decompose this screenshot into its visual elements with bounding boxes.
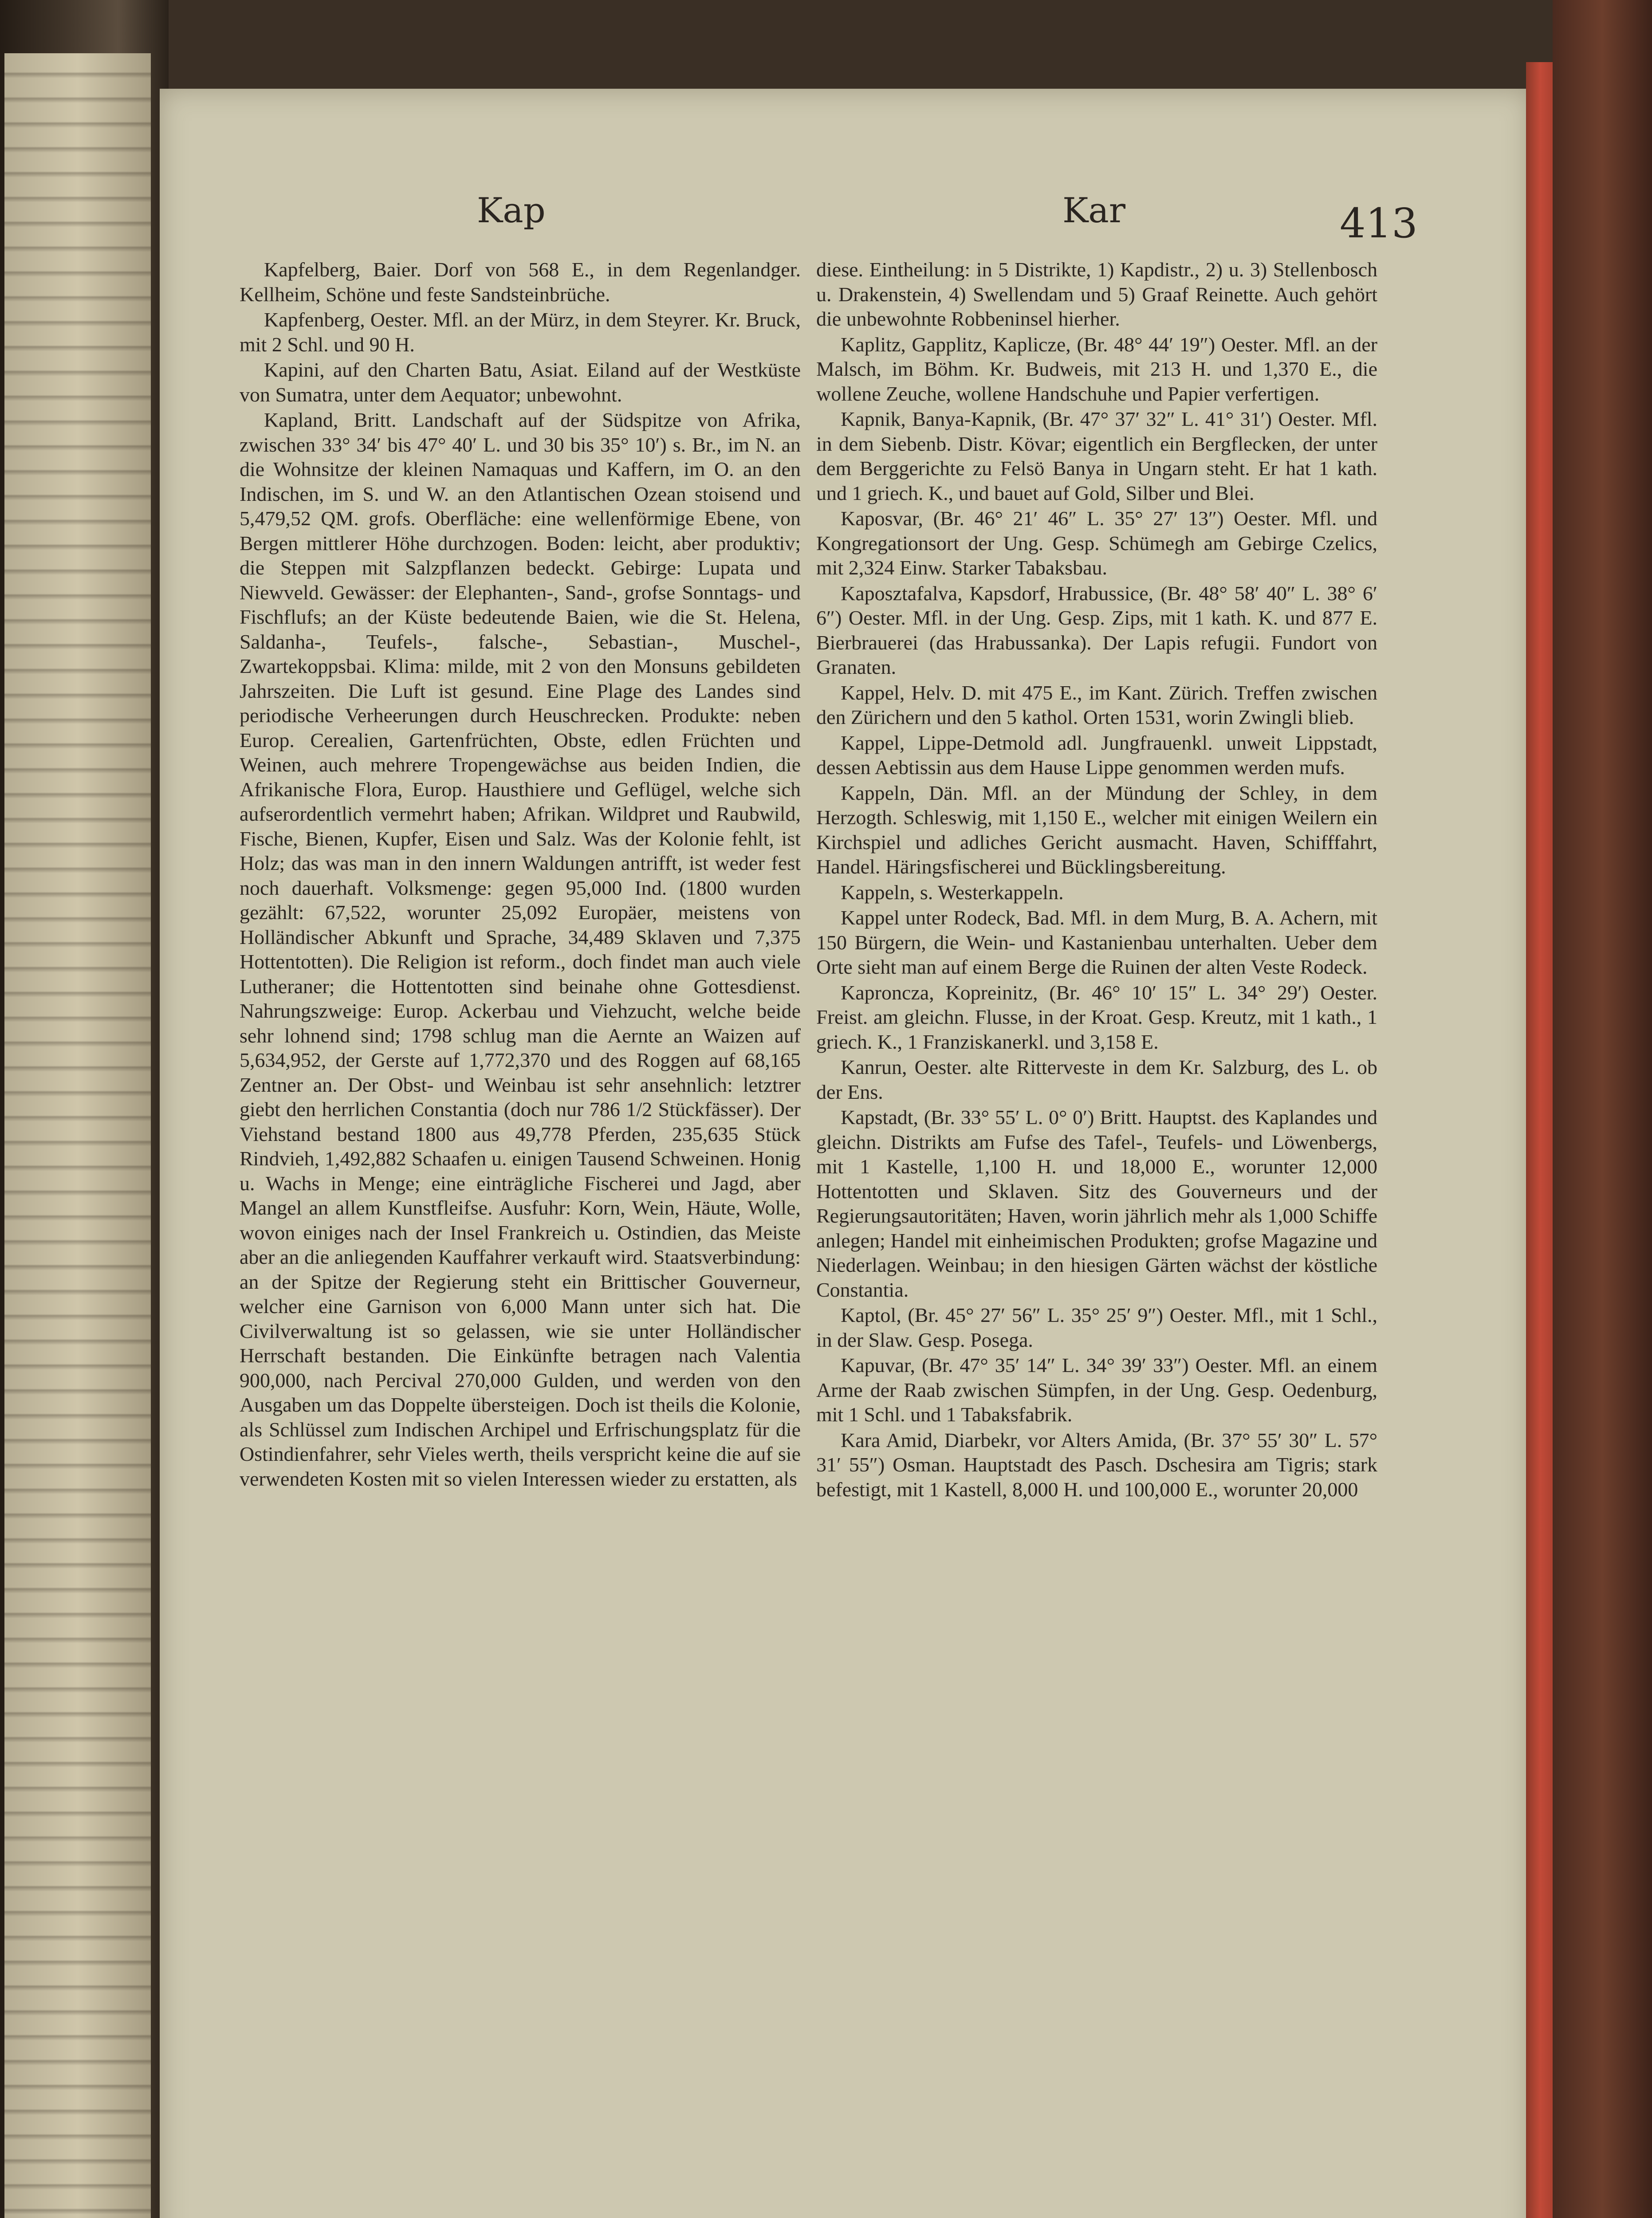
entry-paragraph: Kappel, Helv. D. mit 475 E., im Kant. Zürich. Treffen zwischen den Zürichern und den 5 kathol. Orten 1531, worin Zwingli blieb. — [816, 681, 1377, 728]
previous-page-edge — [4, 53, 151, 2218]
entry-paragraph: Kappel, Lippe-Detmold adl. Jungfrauenkl. unweit Lippstadt, dessen Aebtissin aus dem Hause Lippe genommen werden mufs. — [816, 731, 1377, 779]
entry-paragraph: Kapstadt, (Br. 33° 55′ L. 0° 0′) Britt. Hauptst. des Kaplandes und gleichn. Distrikts am Fufse des Tafel-, Teufels- und Löwenbergs, mit 1 Kastelle, 1,100 H. und 18,000 E., worunter 12,000 Hottentotten und Sklaven. Sitz des Gouverneurs und der Regierungsautoritäten; Haven, worin jährlich mehr als 1,000 Schiffe anlegen; Handel mit einheimischen Produkten; grofse Magazine und Niederlagen. Weinbau; in den hiesigen Gärten wächst der köstliche Constantia. — [816, 1106, 1377, 1301]
entry-paragraph: Kapronczа, Kopreinitz, (Br. 46° 10′ 15″ L. 34° 29′) Oester. Freist. am gleichn. Flusse, in der Kroat. Gesp. Kreutz, mit 1 kath., 1 griech. K., 1 Franziskanerkl. und 3,158 E. — [816, 981, 1377, 1053]
entry-paragraph: Kapuvar, (Br. 47° 35′ 14″ L. 34° 39′ 33″) Oester. Mfl. an einem Arme der Raab zwischen Sümpfen, in der Ung. Gesp. Oedenburg, mit 1 Schl. und 1 Tabaksfabrik. — [816, 1354, 1377, 1426]
page-number: 413 — [1340, 200, 1418, 247]
entry-paragraph: Kappel unter Rodeck, Bad. Mfl. in dem Murg, B. A. Achern, mit 150 Bürgern, die Wein- und Kastanienbau unterhalten. Ueber dem Orte sieht man auf einem Berge die Ruinen der alten Veste Rodeck. — [816, 906, 1377, 978]
entry-paragraph: Kaplitz, Gapplitz, Kaplicze, (Br. 48° 44′ 19″) Oester. Mfl. an der Malsch, im Böhm. Kr. Budweis, mit 213 H. und 1,370 E., die wollene Zeuche, wollene Handschuhe und Papier verfertigen. — [816, 333, 1377, 405]
entry-paragraph: Kaposvar, (Br. 46° 21′ 46″ L. 35° 27′ 13″) Oester. Mfl. und Kongregationsort der Ung. Gesp. Schümegh am Gebirge Czelics, mit 2,324 Einw. Starker Tabaksbau. — [816, 507, 1377, 579]
running-head-left: Kap — [477, 191, 546, 231]
entry-paragraph: diese. Eintheilung: in 5 Distrikte, 1) Kapdistr., 2) u. 3) Stellenbosch u. Drakenstein, 4) Swellendam und 5) Graaf Reinette. Auch gehört die unbewohnte Robbeninsel hierher. — [816, 258, 1377, 330]
entry-paragraph: Kappeln, s. Westerkappeln. — [841, 881, 1064, 904]
running-head-right: Kar — [1062, 191, 1126, 231]
entry-paragraph: Kapnik, Banya-Kapnik, (Br. 47° 37′ 32″ L. 41° 31′) Oester. Mfl. in dem Siebenb. Distr. Kövar; eigentlich ein Bergflecken, der unter dem Berggerichte zu Felsö Banya in Ungarn steht. Er hat 1 kath. und 1 griech. K., und bauet auf Gold, Silber und Blei. — [816, 408, 1377, 504]
entry-paragraph: Kappeln, Dän. Mfl. an der Mündung der Schley, in dem Herzogth. Schleswig, mit 1,150 E., welcher mit einigen Weilern ein Kirchspiel und adliches Gericht ausmacht. Haven, Schifffahrt, Handel. Häringsfischerei und Bücklingsbereitung. — [816, 781, 1377, 878]
entry-paragraph: Kapfenberg, Oester. Mfl. an der Mürz, in dem Steyrer. Kr. Bruck, mit 2 Schl. und 90 H. — [240, 308, 801, 356]
entry-paragraph: Kapland, Britt. Landschaft auf der Südspitze von Afrika, zwischen 33° 34′ bis 47° 40′ L. und 30 bis 35° 10′) s. Br., im N. an die Wohnsitze der kleinen Namaquas und Kaffern, im O. an den Indischen, im S. und W. an den Atlantischen Ozean stoisend und 5,479,52 QM. grofs. Oberfläche: eine wellenförmige Ebene, von Bergen mittlerer Höhe durchzogen. Boden: leicht, aber produktiv; die Steppen mit Salzpflanzen bedeckt. Gebirge: Lupata und Niewveld. Gewässer: der Elephanten-, Sand-, grofse Sonntags- und Fischflufs; an der Küste bedeutende Baien, wie die St. Helena, Saldanha-, Teufels-, falsche-, Sebastian-, Muschel-, Zwartekoppsbai. Klima: milde, mit 2 von den Monsuns gebildeten Jahrszeiten. Die Luft ist gesund. Eine Plage des Landes sind periodische Verheerungen durch Heuschrecken. Produkte: neben Europ. Cerealien, Gartenfrüchten, Obste, edlen Früchten und Weinen, auch mehrere Tropengewächse aus beiden Indien, die Afrikanische Flora, Europ. Hausthiere und Geflügel, welche sich aufserordentlich vermehrt haben; Afrikan. Wildpret und Raubwild, Fische, Bienen, Kupfer, Eisen und Salz. Was der Kolonie fehlt, ist Holz; das was man in den innern Waldungen antrifft, ist weder fest noch dauerhaft. Volksmenge: gegen 95,000 Ind. (1800 wurden gezählt: 67,522, worunter 25,092 Europäer, meistens von Holländischer Abkunft und Sprache, 34,489 Sklaven und 7,375 Hottentotten). Die Religion ist reform., doch findet man auch viele Lutheraner; die Hottentotten sind beinahe ohne Gottesdienst. Nahrungszweige: Europ. Ackerbau und Viehzucht, welche beide sehr lohnend sind; 1798 schlug man die Aernte an Waizen auf 5,634,952, der Gerste auf 1,772,370 und des Roggen auf 68,165 Zentner an. Der Obst- und Weinbau ist sehr ansehnlich: letztrer giebt den herrlichen Constantia (doch nur 786 1/2 Stückfässer). Der Viehstand bestand 1800 aus 49,778 Pferden, 235,635 Stück Rindvieh, 1,492,882 Schaafen u. einigen Tausend Schweinen. Honig u. Wachs in Menge; eine einträgliche Fischerei und Jagd, aber Mangel an allem Kunstfleifse. Ausfuhr: Korn, Wein, Häute, Wolle, wovon einiges nach der Insel Frankreich u. Ostindien, das Meiste aber an die anliegenden Kauffahrer verkauft wird. Staatsverbindung: an der Spitze der Regierung steht ein Brittischer Gouverneur, welcher eine Garnison von 6,000 Mann unter sich hat. Die Civilverwaltung ist so gelassen, wie sie unter Holländischer Herrschaft bestanden. Die Einkünfte betragen nach Valentia 900,000, nach Percival 270,000 Gulden, und werden von den Ausgaben um das Doppelte übersteigen. Doch ist theils die Kolonie, als Schlüssel zum Indischen Archipel und Erfrischungsplatz für die Ostindienfahrer, sehr Vieles werth, theils verspricht keine die auf sie verwendeten Kosten mit so vielen Interessen wieder zu erstatten, als — [240, 409, 801, 1490]
book-cover-right — [1553, 0, 1652, 2218]
previous-page-text-shadow — [4, 53, 151, 2218]
entry-paragraph: Kanrun, Oester. alte Ritterveste in dem Kr. Salzburg, des L. ob der Ens. — [816, 1056, 1377, 1103]
entry-paragraph: Kara Amid, Diarbekr, vor Alters Amida, (Br. 37° 55′ 30″ L. 57° 31′ 55″) Osman. Hauptstadt des Pasch. Dschesira am Tigris; stark befestigt, mit 1 Kastell, 8,000 H. und 100,000 E., worunter 20,000 — [816, 1428, 1377, 1501]
entry-paragraph: Kaptol, (Br. 45° 27′ 56″ L. 35° 25′ 9″) Oester. Mfl., mit 1 Schl., in der Slaw. Gesp. Posega. — [816, 1304, 1377, 1351]
entry-paragraph: Kapini, auf den Charten Batu, Asiat. Eiland auf der Westküste von Sumatra, unter dem Aequator; unbewohnt. — [240, 358, 801, 406]
right-text-column — [816, 257, 1377, 2218]
entry-paragraph: Kapfelberg, Baier. Dorf von 568 E., in dem Regenlandger. Kellheim, Schöne und feste Sandsteinbrüche. — [240, 258, 801, 306]
left-text-column — [240, 257, 801, 2218]
entry-paragraph: Kaposztafalva, Kapsdorf, Hrabussice, (Br. 48° 58′ 40″ L. 38° 6′ 6″) Oester. Mfl. in der Ung. Gesp. Zips, mit 1 kath. K. und 877 E. Bierbrauerei (das Hrabussanka). Der Lapis refugii. Fundort von Granaten. — [816, 582, 1377, 678]
